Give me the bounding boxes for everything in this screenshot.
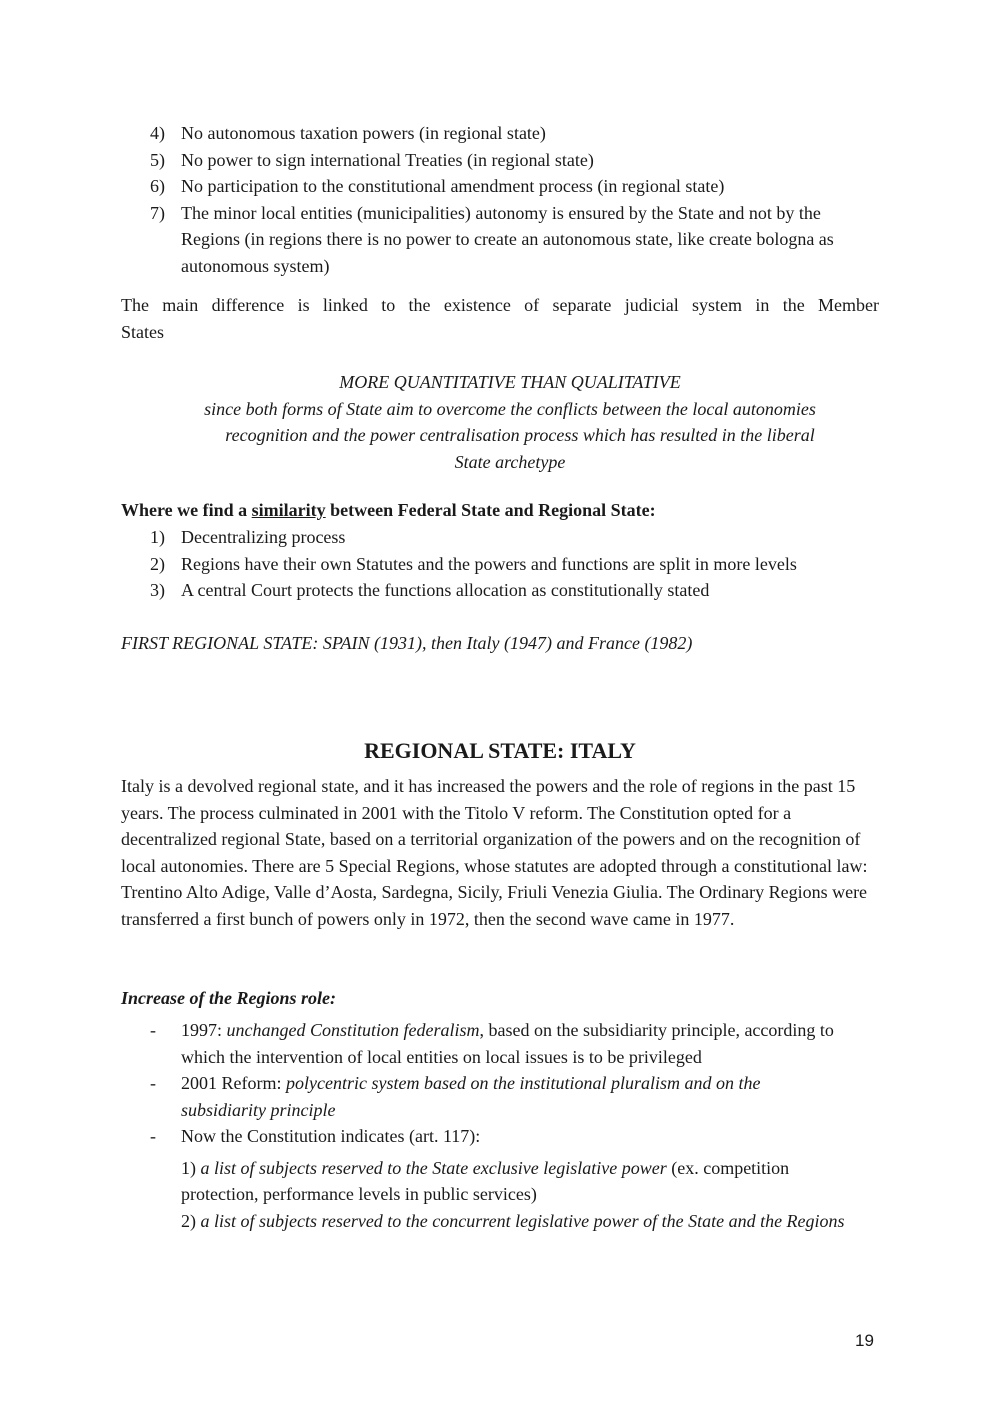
increase-list bbox=[150, 1017, 880, 1234]
list-number: 3) bbox=[150, 580, 165, 600]
list-number: 2) bbox=[150, 553, 165, 574]
first-regional-state-note: FIRST REGIONAL STATE: SPAIN (1931), then Italy (1947) and France (1982) bbox=[121, 633, 693, 653]
list-item bbox=[150, 200, 851, 280]
list-text: No autonomous taxation powers (in regional state) bbox=[181, 123, 546, 143]
list-item bbox=[150, 1070, 841, 1123]
sub-item-2 bbox=[150, 1208, 871, 1235]
section-paragraph: Italy is a devolved regional state, and it has increased the powers and the role of regions in the past 15 years. The process culminated in 2001 with the Titolo V reform. The Constitution opted for a decentralized regional State, based on a territorial organization of the powers and on the recognition of local autonomies. There are 5 Special Regions, whose statutes are adopted through a constitutional law: Trentino Alto Adige, Valle d’Aosta, Sardegna, Sicily, Friuli Venezia Giulia. The Ordinary Regions were transferred a first bunch of powers only in 1972, then the second wave came in 1977. bbox=[121, 776, 868, 929]
paragraph-line: The main difference is linked to the existence of separate judicial system in the Member bbox=[121, 295, 879, 315]
list-number: 1) bbox=[150, 527, 165, 547]
page-number: 19 bbox=[855, 1331, 874, 1350]
similarity-list bbox=[150, 524, 880, 604]
list-text-italic: unchanged Constitution federalism bbox=[226, 1020, 480, 1040]
sub-number: 2) bbox=[181, 1210, 201, 1231]
dash-bullet: - bbox=[150, 1020, 156, 1040]
list-item bbox=[150, 551, 880, 578]
quote-title: MORE QUANTITATIVE THAN QUALITATIVE bbox=[339, 372, 681, 392]
quote-block bbox=[140, 369, 920, 475]
similarity-heading bbox=[121, 497, 879, 524]
list-item bbox=[150, 120, 880, 147]
list-number: 5) bbox=[150, 149, 165, 170]
list-text: , based on the subsidiarity principle, according to which the intervention of local entities on local issues is to be privileged bbox=[181, 1020, 834, 1067]
list-text: Now the Constitution indicates (art. 117): bbox=[181, 1126, 481, 1146]
paragraph-line: States bbox=[121, 321, 164, 342]
sub-text-italic: a list of subjects reserved to the State exclusive legislative power bbox=[200, 1157, 667, 1178]
section-title: REGIONAL STATE: ITALY bbox=[364, 738, 636, 763]
list-text: 1997: bbox=[181, 1020, 227, 1040]
sub-item-1 bbox=[150, 1155, 871, 1208]
main-difference-paragraph bbox=[121, 292, 879, 345]
list-text: No power to sign international Treaties (in regional state) bbox=[181, 149, 594, 170]
list-item bbox=[150, 1017, 880, 1070]
list-number: 6) bbox=[150, 176, 165, 196]
list-item bbox=[150, 147, 880, 174]
list-item bbox=[150, 1123, 880, 1150]
quote-line: State archetype bbox=[454, 451, 566, 472]
list-number: 4) bbox=[150, 123, 165, 143]
list-number: 7) bbox=[150, 202, 165, 223]
dash-bullet: - bbox=[150, 1073, 156, 1093]
list-item bbox=[150, 173, 880, 200]
sub-text: (ex. competition protection, performance levels in public services) bbox=[181, 1157, 790, 1204]
list-text: The minor local entities (municipalities) autonomy is ensured by the State and not by the Regions (in regions there is no power to create an autonomous state, like create bologna as autonomous system) bbox=[181, 202, 834, 276]
heading-text: between Federal State and Regional State: bbox=[325, 500, 656, 520]
heading-text: Where we find a bbox=[121, 500, 252, 520]
list-text: A central Court protects the functions allocation as constitutionally stated bbox=[181, 580, 710, 600]
list-text-italic: polycentric system based on the institutional pluralism and on the subsidiarity principle bbox=[181, 1073, 761, 1120]
sub-number: 1) bbox=[181, 1157, 201, 1178]
list-item bbox=[150, 524, 880, 551]
heading-underlined-text: similarity bbox=[251, 500, 326, 520]
increase-heading: Increase of the Regions role: bbox=[121, 988, 336, 1008]
list-text: Decentralizing process bbox=[181, 527, 346, 547]
top-numbered-list bbox=[150, 120, 880, 279]
dash-bullet: - bbox=[150, 1126, 156, 1146]
list-text: No participation to the constitutional amendment process (in regional state) bbox=[181, 176, 725, 196]
list-text: 2001 Reform: bbox=[181, 1073, 286, 1093]
list-item bbox=[150, 577, 880, 604]
list-text: Regions have their own Statutes and the powers and functions are split in more levels bbox=[181, 553, 797, 574]
quote-line: recognition and the power centralisation process which has resulted in the liberal bbox=[225, 425, 815, 445]
sub-text-italic: a list of subjects reserved to the concurrent legislative power of the State and the Regions bbox=[200, 1210, 845, 1231]
quote-line: since both forms of State aim to overcome the conflicts between the local autonomies bbox=[204, 398, 816, 419]
